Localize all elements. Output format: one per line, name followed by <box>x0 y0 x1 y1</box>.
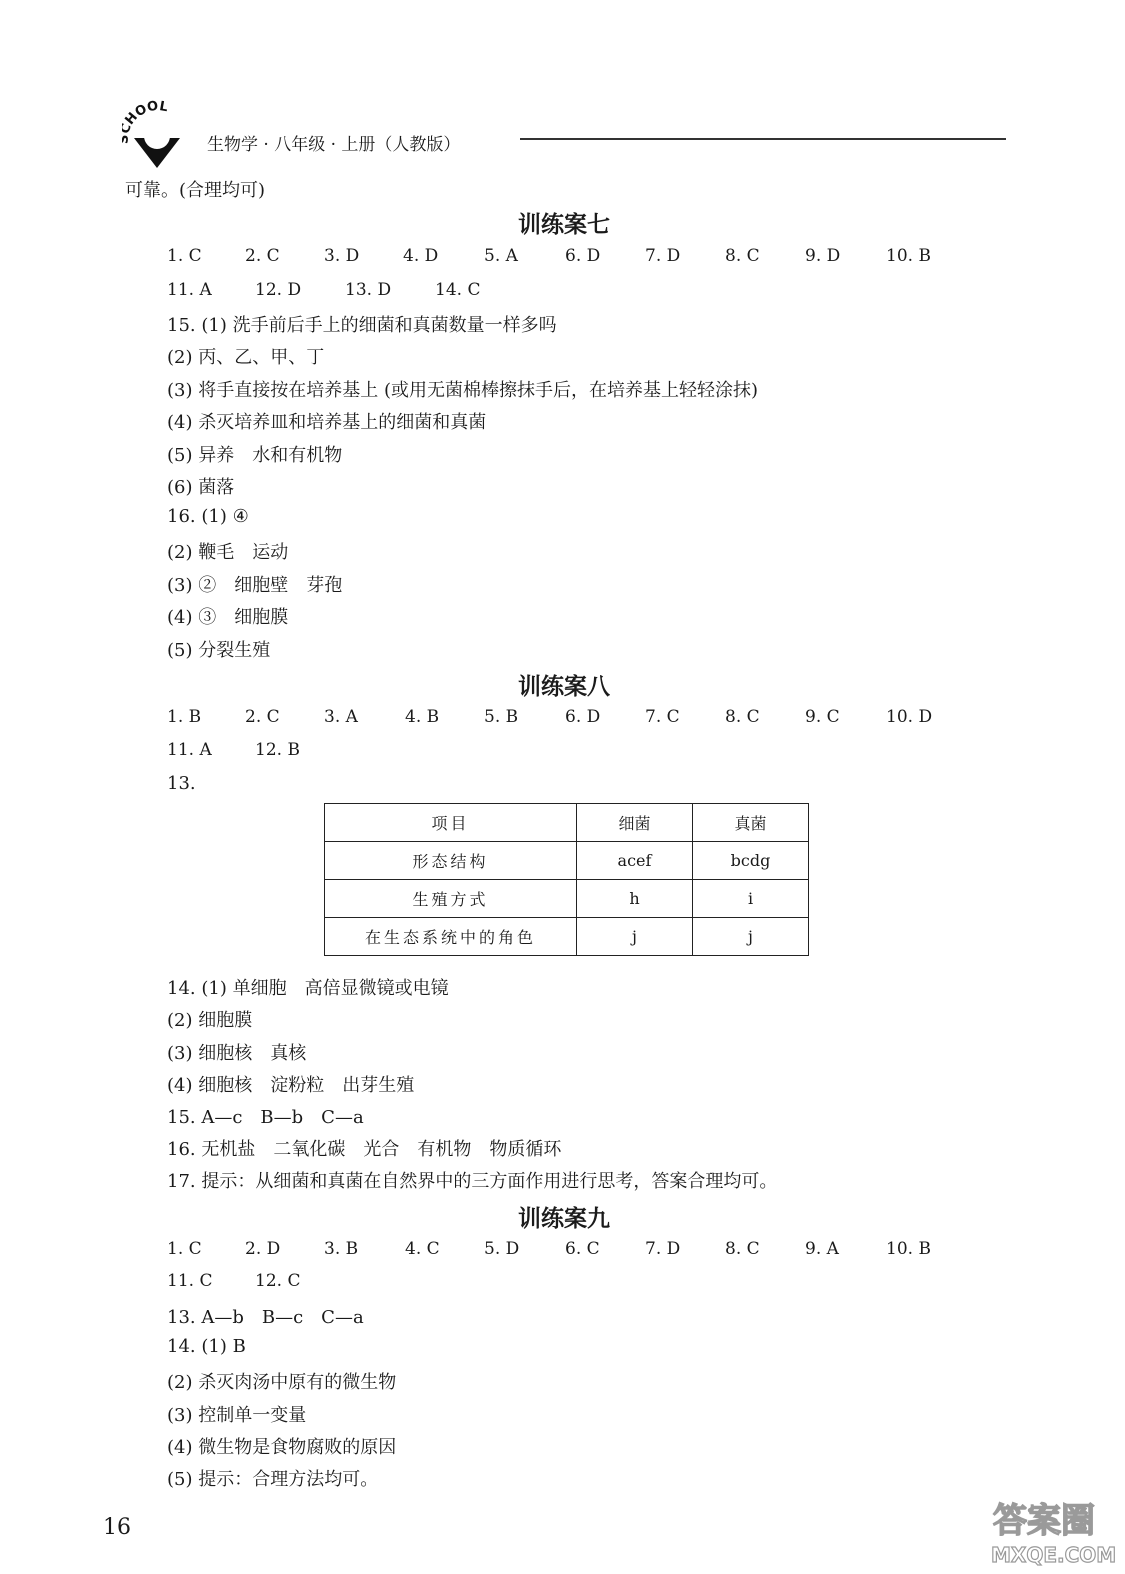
table-cell: i <box>693 880 809 918</box>
mc-answer: 10. B <box>886 1239 931 1259</box>
mc-answer: 1. C <box>167 246 202 266</box>
mc-answer: 9. D <box>805 246 841 266</box>
answer-line: (5) 分裂生殖 <box>167 640 271 661</box>
header-rule <box>520 138 1006 140</box>
table-cell: 生殖方式 <box>325 880 577 918</box>
table-cell: j <box>577 918 693 956</box>
mc-answer: 4. B <box>405 707 440 727</box>
answer-line: (2) 杀灭肉汤中原有的微生物 <box>167 1372 397 1393</box>
mc-answer: 10. B <box>886 246 931 266</box>
mc-answer: 8. C <box>725 707 760 727</box>
mc-answer: 1. C <box>167 1239 202 1259</box>
answer-line: (3) 控制单一变量 <box>167 1405 307 1426</box>
mc-answer: 7. D <box>645 246 681 266</box>
mc-answer: 6. D <box>565 246 601 266</box>
table-row <box>325 842 809 880</box>
mc-answer: 7. C <box>645 707 680 727</box>
mc-answer: 3. B <box>324 1239 359 1259</box>
mc-answer: 2. C <box>245 246 280 266</box>
mc-answer: 11. C <box>167 1271 213 1291</box>
answer-line: 15. A—c B—b C—a <box>167 1107 364 1128</box>
watermark-url: MXQE.COM <box>991 1543 1115 1567</box>
mc-answer: 1. B <box>167 707 202 727</box>
answer-line: (2) 鞭毛 运动 <box>167 542 289 563</box>
logo-text: HOOL <box>122 100 169 128</box>
mc-answer: 9. C <box>805 707 840 727</box>
mc-answer: 2. C <box>245 707 280 727</box>
table-cell: h <box>577 880 693 918</box>
answer-line: (4) ③ 细胞膜 <box>167 607 289 628</box>
answer-line: 14. (1) B <box>167 1336 246 1357</box>
mc-answer: 11. A <box>167 740 212 760</box>
answer-line: (4) 杀灭培养皿和培养基上的细菌和真菌 <box>167 412 487 433</box>
answer-line: 15. (1) 洗手前后手上的细菌和真菌数量一样多吗 <box>167 315 557 336</box>
table-row <box>325 918 809 956</box>
table-cell: acef <box>577 842 693 880</box>
mc-answer: 6. D <box>565 707 601 727</box>
answer-line: 13. A—b B—c C—a <box>167 1307 364 1328</box>
page-number: 16 <box>103 1515 131 1540</box>
watermark-text: 答案圈 <box>993 1501 1095 1541</box>
mc-answer: 12. C <box>255 1271 301 1291</box>
table-row <box>325 880 809 918</box>
answer-line: (3) ② 细胞壁 芽孢 <box>167 575 343 596</box>
watermark-logo <box>985 1488 1115 1570</box>
section-title-8: 训练案八 <box>518 674 610 700</box>
mc-answer: 4. C <box>405 1239 440 1259</box>
answer-line: (5) 提示：合理方法均可。 <box>167 1469 379 1490</box>
mc-answer: 8. C <box>725 246 760 266</box>
mc-answer: 12. B <box>255 740 300 760</box>
mc-answer: 7. D <box>645 1239 681 1259</box>
mc-answer: 4. D <box>403 246 439 266</box>
section-title-7: 训练案七 <box>518 212 610 238</box>
table-header-row <box>325 804 809 842</box>
table-cell: bcdg <box>693 842 809 880</box>
mc-answer: 8. C <box>725 1239 760 1259</box>
table-cell: j <box>693 918 809 956</box>
answer-line: (3) 细胞核 真核 <box>167 1043 307 1064</box>
mc-answer: 3. A <box>324 707 358 727</box>
mc-answer: 14. C <box>435 280 481 300</box>
answer-line: 16. 无机盐 二氧化碳 光合 有机物 物质循环 <box>167 1139 562 1160</box>
mc-answer: 6. C <box>565 1239 600 1259</box>
answer-line: (4) 细胞核 淀粉粒 出芽生殖 <box>167 1075 415 1096</box>
mc-answer: 11. A <box>167 280 212 300</box>
section-title-9: 训练案九 <box>518 1206 610 1232</box>
mc-answer: 12. D <box>255 280 302 300</box>
answer-line: (2) 细胞膜 <box>167 1010 253 1031</box>
answer-line: (4) 微生物是食物腐败的原因 <box>167 1437 397 1458</box>
mc-answer: 5. B <box>484 707 519 727</box>
mc-answer: 5. A <box>484 246 518 266</box>
table-cell: 形态结构 <box>325 842 577 880</box>
table-header-cell: 真菌 <box>693 804 809 842</box>
mc-answer: 9. A <box>805 1239 839 1259</box>
question-13-label: 13. <box>167 773 196 794</box>
bacteria-fungi-table <box>324 803 809 956</box>
mc-answer: 2. D <box>245 1239 281 1259</box>
mc-answer: 5. D <box>484 1239 520 1259</box>
answer-line: 17. 提示：从细菌和真菌在自然界中的三方面作用进行思考，答案合理均可。 <box>167 1171 778 1192</box>
answer-line: (2) 丙、乙、甲、丁 <box>167 347 325 368</box>
table-header-cell: 项目 <box>325 804 577 842</box>
answer-line: 16. (1) ④ <box>167 506 249 527</box>
mc-answer: 13. D <box>345 280 392 300</box>
mc-answer: 10. D <box>886 707 933 727</box>
school-logo <box>122 100 192 170</box>
intro-line: 可靠。(合理均可) <box>125 180 266 201</box>
answer-line: (3) 将手直接按在培养基上 (或用无菌棉棒擦抹手后，在培养基上轻轻涂抹) <box>167 380 758 401</box>
table-header-cell: 细菌 <box>577 804 693 842</box>
mc-answer: 3. D <box>324 246 360 266</box>
table-cell: 在生态系统中的角色 <box>325 918 577 956</box>
book-title: 生物学 · 八年级 · 上册（人教版） <box>207 135 461 155</box>
answer-line: 14. (1) 单细胞 高倍显微镜或电镜 <box>167 978 449 999</box>
answer-line: (5) 异养 水和有机物 <box>167 445 343 466</box>
answer-line: (6) 菌落 <box>167 477 235 498</box>
